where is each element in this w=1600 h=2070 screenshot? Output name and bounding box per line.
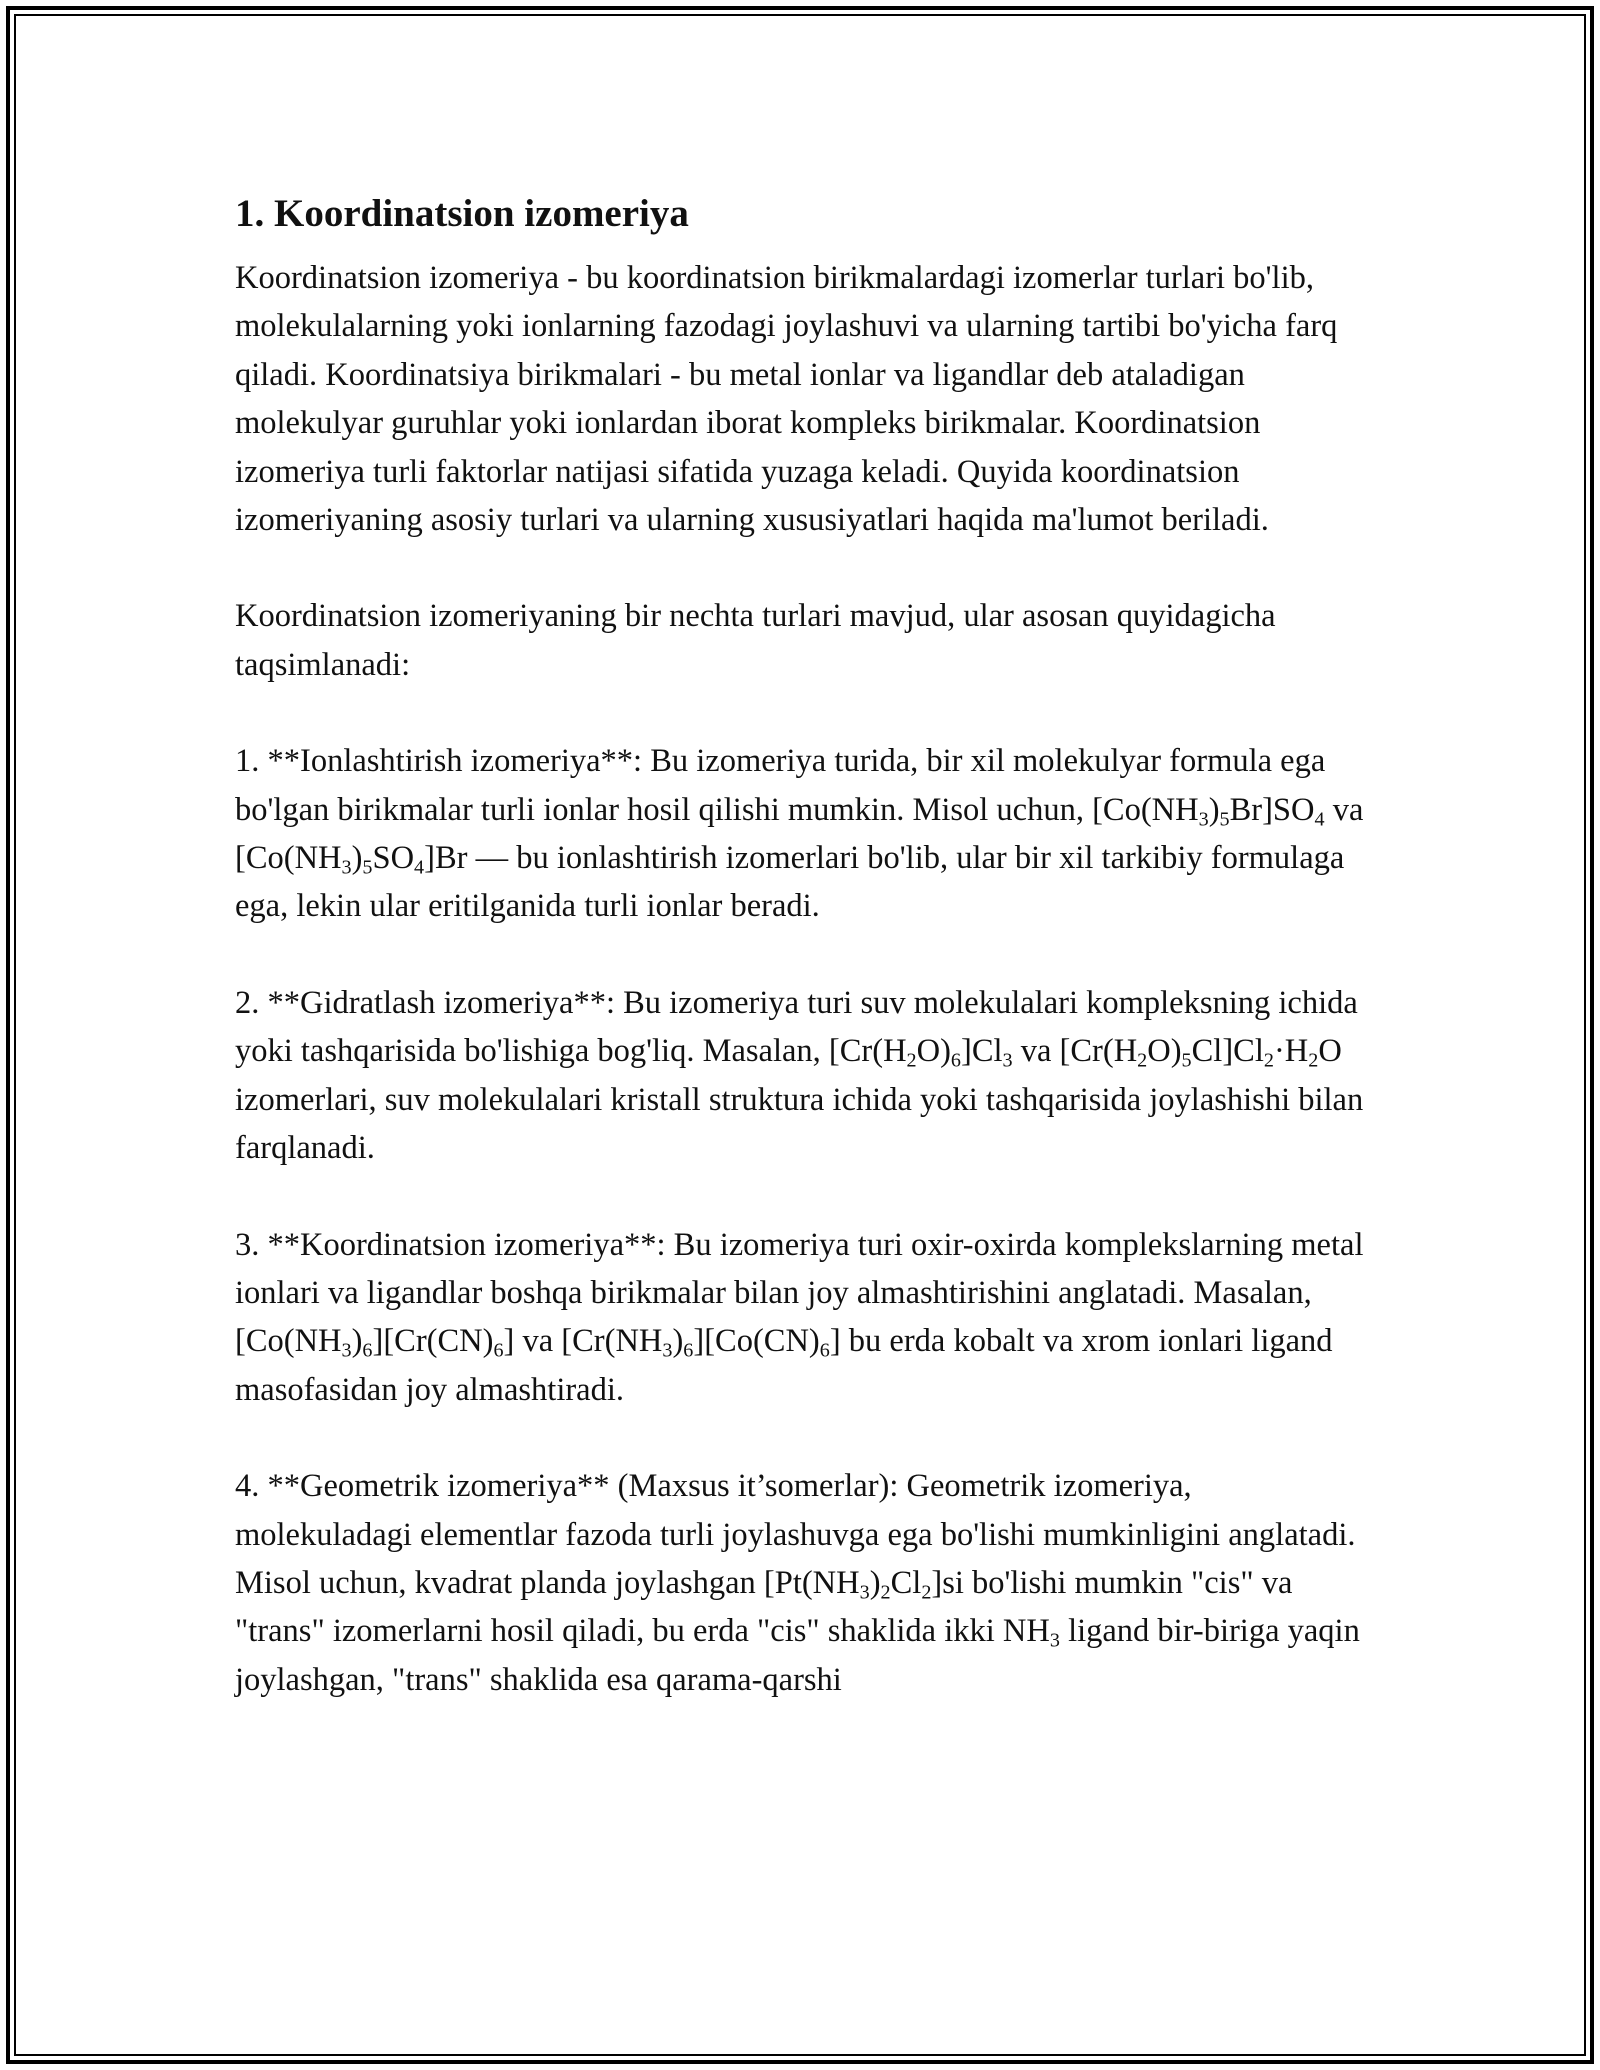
- item-text: — bu ionlashtirish izomerlari bo'lib, ular bir xil tarkibiy formulaga ega, lekin ular eritilganida turli ionlar beradi.: [235, 840, 1345, 925]
- document-body: [235, 190, 1375, 1704]
- item-geometric-isomerism: [235, 1462, 1375, 1704]
- item-text: bu erda kobalt va xrom ionlari ligand masofasidan joy almashtiradi.: [235, 1323, 1333, 1408]
- item-text: 3. **Koordinatsion izomeriya**: Bu izomeriya turi oxir-oxirda komplekslarning metal ionlari va ligandlar boshqa birikmalar bilan joy almashtirishini anglatadi. Masalan,: [235, 1226, 1364, 1311]
- item-text: 4. **Geometrik izomeriya** (Maxsus it’somerlar): Geometrik izomeriya, molekuladagi elementlar fazoda turli joylashuvga ega bo'lishi mumkinligini anglatadi. Misol uchun, kvadrat planda joylashgan: [235, 1468, 1356, 1601]
- item-text: si bo'lishi mumkin "cis" va "trans" izomerlarni hosil qiladi, bu erda "cis" shaklida ikki: [235, 1564, 1293, 1650]
- item-text: va: [514, 1323, 562, 1360]
- chem-formula: $[Cr(H_2O)_6]Cl_3$: [828, 1033, 1013, 1072]
- item-text: va: [1324, 791, 1364, 828]
- section-heading: 1. Koordinatsion izomeriya: [235, 192, 689, 235]
- item-ionization-isomerism: [235, 737, 1375, 931]
- item-text: 2. **Gidratlash izomeriya**: Bu izomeriya turi suv molekulalari kompleksning ichida yoki tashqarisida bo'lishiga bog'liq. Masalan,: [235, 984, 1358, 1070]
- item-text: izomerlari, suv molekulalari kristall struktura ichida yoki tashqarisida joylashishi bilan farqlanadi.: [235, 1081, 1364, 1167]
- item-hydration-isomerism: [235, 979, 1375, 1173]
- item-text: 1. **Ionlashtirish izomeriya**: Bu izomeriya turida, bir xil molekulyar formula ega bo'lgan birikmalar turli ionlar hosil qilishi mumkin. Misol uchun,: [235, 743, 1326, 828]
- chem-formula: $[Co(NH_3)_6][Cr(CN)_6]$: [235, 1323, 515, 1362]
- item-text: ligand bir-biriga yaqin joylashgan, "trans" shaklida esa qarama-qarshi: [235, 1613, 1360, 1698]
- intro-paragraph: Koordinatsion izomeriya - bu koordinatsion birikmalardagi izomerlar turlari bo'lib, molekulalarning yoki ionlarning fazodagi joylashuvi va ularning tartibi bo'yicha farq qiladi. Koordinatsiya birikmalari - bu metal ionlar va ligandlar deb ataladigan molekulyar guruhlar yoki ionlardan iborat kompleks birikmalar. Koordinatsion izomeriya turli faktorlar natijasi sifatida yuzaga keladi. Quyida koordinatsion izomeriyaning asosiy turlari va ularning xususiyatlari haqida ma'lumot beriladi.: [235, 260, 1338, 539]
- types-intro-paragraph: Koordinatsion izomeriyaning bir nechta turlari mavjud, ular asosan quyidagicha taqsimlanadi:: [235, 598, 1276, 683]
- item-text: va: [1012, 1033, 1060, 1070]
- chem-formula: $[Cr(H_2O)_5Cl]Cl_2\cdot H_2O$: [1059, 1033, 1342, 1072]
- item-coordination-isomerism: [235, 1221, 1375, 1415]
- chem-formula: $[Co(NH_3)_5SO_4]Br$: [235, 840, 468, 879]
- chem-formula: $[Cr(NH_3)_6][Co(CN)_6]$: [561, 1323, 841, 1362]
- chem-formula: $[Pt(NH_3)_2Cl_2]$: [763, 1564, 943, 1604]
- chem-formula: $[Co(NH_3)_5Br]SO_4$: [1092, 791, 1325, 831]
- chem-formula: $NH_3$: [1002, 1613, 1060, 1652]
